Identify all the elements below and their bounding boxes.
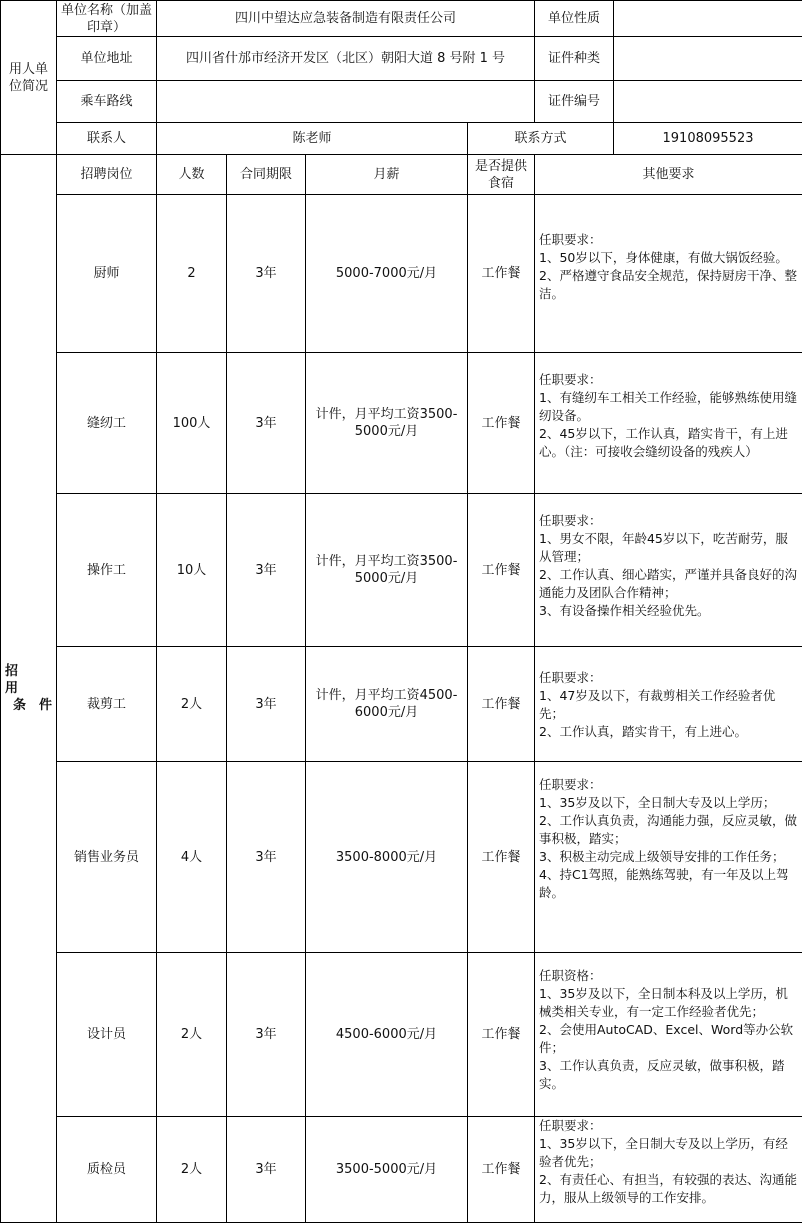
job-contract: 3年 [227, 762, 306, 953]
requirement-line: 1、50岁以下，身体健康，有做大锅饭经验。 [539, 250, 788, 265]
job-requirements [535, 953, 802, 1117]
requirement-line: 2、工作认真，踏实肯干，有上进心。 [539, 724, 747, 739]
job-requirements [535, 195, 802, 353]
job-contract: 3年 [227, 953, 306, 1117]
employer-section-label: 用人单位简况 [1, 1, 57, 155]
requirement-line: 4、持C1驾照，能熟练驾驶，有一年及以上驾龄。 [539, 867, 789, 900]
cert-type-value [614, 37, 802, 81]
recruit-label-char-3: 条 件 [12, 698, 52, 713]
company-address-value: 四川省什邡市经济开发区（北区）朝阳大道 8 号附 1 号 [157, 37, 535, 81]
job-position: 操作工 [57, 494, 157, 647]
requirement-line: 1、35岁及以下，全日制大专及以上学历； [539, 795, 776, 810]
requirement-line: 1、47岁及以下，有裁剪相关工作经验者优先； [539, 688, 776, 721]
job-board: 工作餐 [468, 647, 535, 762]
header-salary: 月薪 [306, 155, 468, 195]
job-count: 2人 [157, 953, 227, 1117]
job-count: 4人 [157, 762, 227, 953]
job-count: 2人 [157, 1117, 227, 1223]
requirement-line: 2、工作认真负责，沟通能力强，反应灵敏，做事积极，踏实； [539, 813, 797, 846]
recruit-section-label [1, 155, 57, 1223]
job-salary: 计件，月平均工资3500-5000元/月 [306, 494, 468, 647]
requirement-line: 2、会使用AutoCAD、Excel、Word等办公软件； [539, 1022, 794, 1055]
recruit-label-char-2: 用 [5, 681, 19, 696]
requirement-line: 任职要求： [539, 372, 602, 387]
requirement-line: 任职要求： [539, 513, 602, 528]
header-position: 招聘岗位 [57, 155, 157, 195]
requirement-line: 1、有缝纫车工相关工作经验，能够熟练使用缝纫设备。 [539, 390, 797, 423]
header-board: 是否提供食宿 [468, 155, 535, 195]
job-count: 100人 [157, 353, 227, 494]
job-position: 销售业务员 [57, 762, 157, 953]
company-nature-label: 单位性质 [535, 1, 614, 37]
job-board: 工作餐 [468, 353, 535, 494]
job-position: 缝纫工 [57, 353, 157, 494]
job-contract: 3年 [227, 494, 306, 647]
header-count: 人数 [157, 155, 227, 195]
requirement-line: 3、有设备操作相关经验优先。 [539, 603, 710, 618]
company-name-value: 四川中望达应急装备制造有限责任公司 [157, 1, 535, 37]
job-count: 10人 [157, 494, 227, 647]
job-board: 工作餐 [468, 762, 535, 953]
job-position: 裁剪工 [57, 647, 157, 762]
job-salary: 计件，月平均工资4500-6000元/月 [306, 647, 468, 762]
contact-phone-value: 19108095523 [614, 123, 802, 155]
job-salary: 4500-6000元/月 [306, 953, 468, 1117]
requirement-line: 1、35岁及以下，全日制本科及以上学历，机械类相关专业，有一定工作经验者优先； [539, 986, 788, 1019]
requirement-line: 1、男女不限，年龄45岁以下，吃苦耐劳，服从管理； [539, 531, 788, 564]
requirement-line: 2、严格遵守食品安全规范，保持厨房干净、整洁。 [539, 268, 797, 301]
job-salary: 5000-7000元/月 [306, 195, 468, 353]
requirement-line: 任职要求： [539, 1118, 602, 1133]
table-row [1, 494, 802, 647]
contact-person-value: 陈老师 [157, 123, 468, 155]
requirement-line: 任职要求： [539, 232, 602, 247]
cert-number-label: 证件编号 [535, 81, 614, 123]
job-contract: 3年 [227, 647, 306, 762]
requirement-line: 3、工作认真负责，反应灵敏，做事积极，踏实。 [539, 1058, 785, 1091]
job-requirements [535, 494, 802, 647]
company-nature-value [614, 1, 802, 37]
job-requirements [535, 647, 802, 762]
requirement-line: 任职要求： [539, 670, 602, 685]
contact-person-label: 联系人 [57, 123, 157, 155]
requirement-line: 任职要求： [539, 777, 602, 792]
job-salary: 3500-8000元/月 [306, 762, 468, 953]
job-board: 工作餐 [468, 1117, 535, 1223]
contact-phone-label: 联系方式 [468, 123, 614, 155]
job-position: 质检员 [57, 1117, 157, 1223]
job-position: 设计员 [57, 953, 157, 1117]
job-salary: 计件，月平均工资3500-5000元/月 [306, 353, 468, 494]
requirement-line: 3、积极主动完成上级领导安排的工作任务； [539, 849, 785, 864]
job-contract: 3年 [227, 1117, 306, 1223]
table-row [1, 953, 802, 1117]
job-requirements [535, 762, 802, 953]
job-contract: 3年 [227, 195, 306, 353]
table-row [1, 195, 802, 353]
job-count: 2人 [157, 647, 227, 762]
job-board: 工作餐 [468, 195, 535, 353]
table-row [1, 647, 802, 762]
job-board: 工作餐 [468, 953, 535, 1117]
job-board: 工作餐 [468, 494, 535, 647]
company-address-label: 单位地址 [57, 37, 157, 81]
requirement-line: 2、45岁以下，工作认真，踏实肯干，有上进心。（注：可接收会缝纫设备的残疾人） [539, 426, 788, 459]
job-position: 厨师 [57, 195, 157, 353]
header-other-requirements: 其他要求 [535, 155, 802, 195]
requirement-line: 2、工作认真、细心踏实，严谨并具备良好的沟通能力及团队合作精神； [539, 567, 797, 600]
requirement-line: 2、有责任心、有担当，有较强的表达、沟通能力，服从上级领导的工作安排。 [539, 1172, 797, 1205]
recruit-label-char-1: 招 [5, 664, 19, 679]
table-row [1, 353, 802, 494]
company-name-label: 单位名称（加盖印章） [57, 1, 157, 37]
table-row [1, 1117, 802, 1223]
table-row [1, 762, 802, 953]
requirement-line: 1、35岁以下，全日制大专及以上学历，有经验者优先； [539, 1136, 788, 1169]
cert-type-label: 证件种类 [535, 37, 614, 81]
job-requirements [535, 1117, 802, 1223]
job-salary: 3500-5000元/月 [306, 1117, 468, 1223]
requirement-line: 任职资格： [539, 968, 602, 983]
header-contract: 合同期限 [227, 155, 306, 195]
bus-route-value [157, 81, 535, 123]
cert-number-value [614, 81, 802, 123]
bus-route-label: 乘车路线 [57, 81, 157, 123]
job-count: 2 [157, 195, 227, 353]
job-contract: 3年 [227, 353, 306, 494]
job-requirements [535, 353, 802, 494]
